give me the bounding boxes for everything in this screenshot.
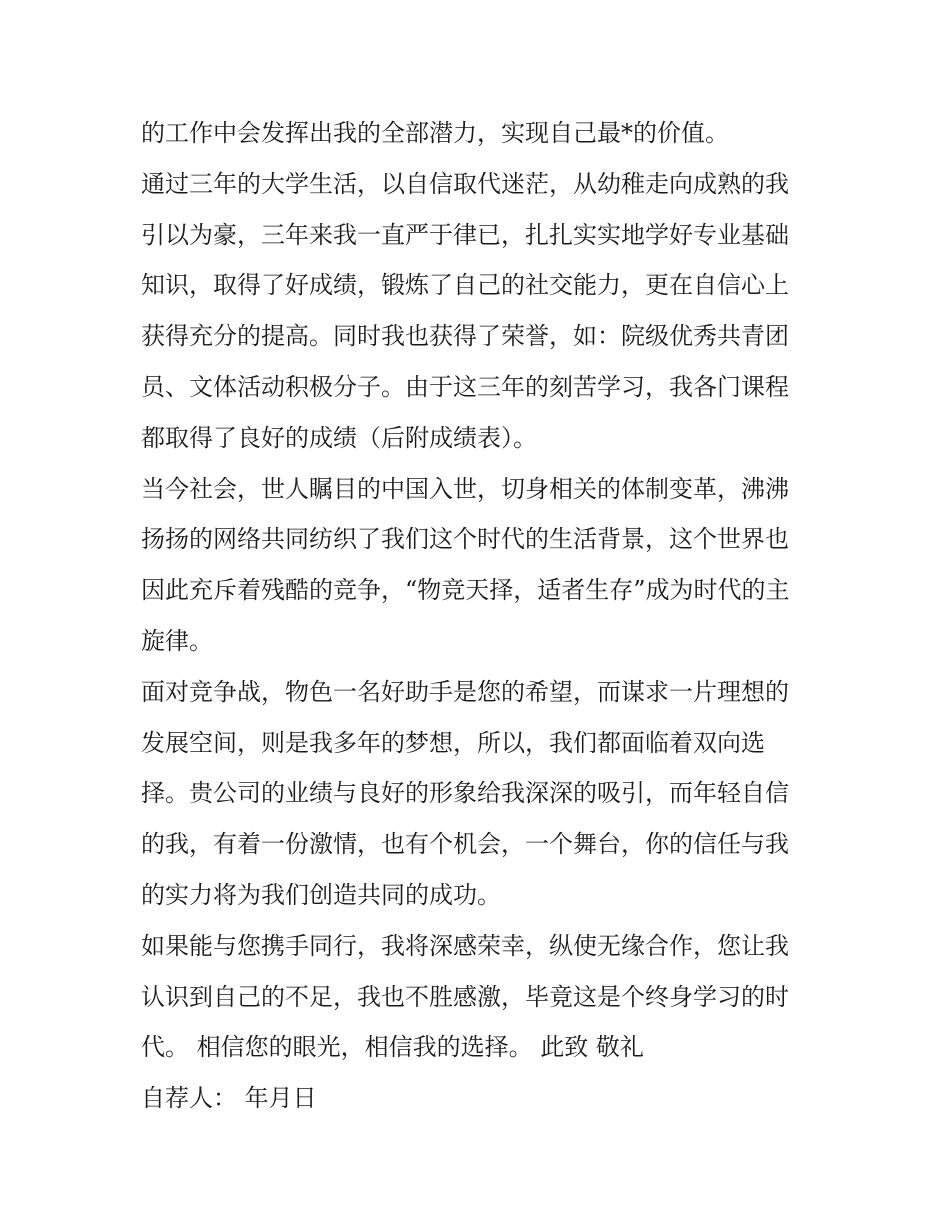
text-line: 如果能与您携手同行，我将深感荣幸，纵使无缘合作，您让我 [141, 931, 789, 960]
text-line: 的工作中会发挥出我的全部潜力，实现自己最*的价值。 [141, 119, 729, 147]
text-line: 通过三年的大学生活，以自信取代迷茫，从幼稚走向成熟的我 [141, 169, 789, 198]
text-line: 发展空间，则是我多年的梦想，所以，我们都面临着双向选 [141, 728, 765, 757]
text-line: 面对竞争战，物色一名好助手是您的希望，而谋求一片理想的 [141, 677, 789, 706]
text-line: 当今社会，世人瞩目的中国入世，切身相关的体制变革，沸沸 [141, 474, 789, 503]
text-line: 择。贵公司的业绩与良好的形象给我深深的吸引，而年轻自信 [141, 779, 789, 808]
text-line: 认识到自己的不足，我也不胜感激，毕竟这是个终身学习的时 [141, 982, 789, 1011]
text-line: 的实力将为我们创造共同的成功。 [141, 880, 501, 909]
text-line: 因此充斥着残酷的竞争，“物竞天择，适者生存”成为时代的主 [141, 576, 790, 605]
text-line: 都取得了良好的成绩（后附成绩表）。 [141, 423, 537, 452]
letter-body [141, 108, 821, 1124]
text-line: 的我，有着一份激情，也有个机会，一个舞台，你的信任与我 [141, 830, 789, 859]
text-line: 员、文体活动积极分子。由于这三年的刻苦学习，我各门课程 [141, 372, 789, 401]
text-line: 旋律。 [141, 626, 213, 655]
text-line: 知识，取得了好成绩，锻炼了自己的社交能力，更在自信心上 [141, 271, 789, 300]
text-line: 引以为豪，三年来我一直严于律已，扎扎实实地学好专业基础 [141, 220, 789, 249]
text-line: 代。 相信您的眼光，相信我的选择。 此致 敬礼 [141, 1033, 644, 1062]
text-line: 获得充分的提高。同时我也获得了荣誉，如：院级优秀共青团 [141, 322, 789, 351]
signature-line: 自荐人： 年月日 [141, 1084, 317, 1113]
text-line: 扬扬的网络共同纺织了我们这个时代的生活背景，这个世界也 [141, 525, 789, 554]
